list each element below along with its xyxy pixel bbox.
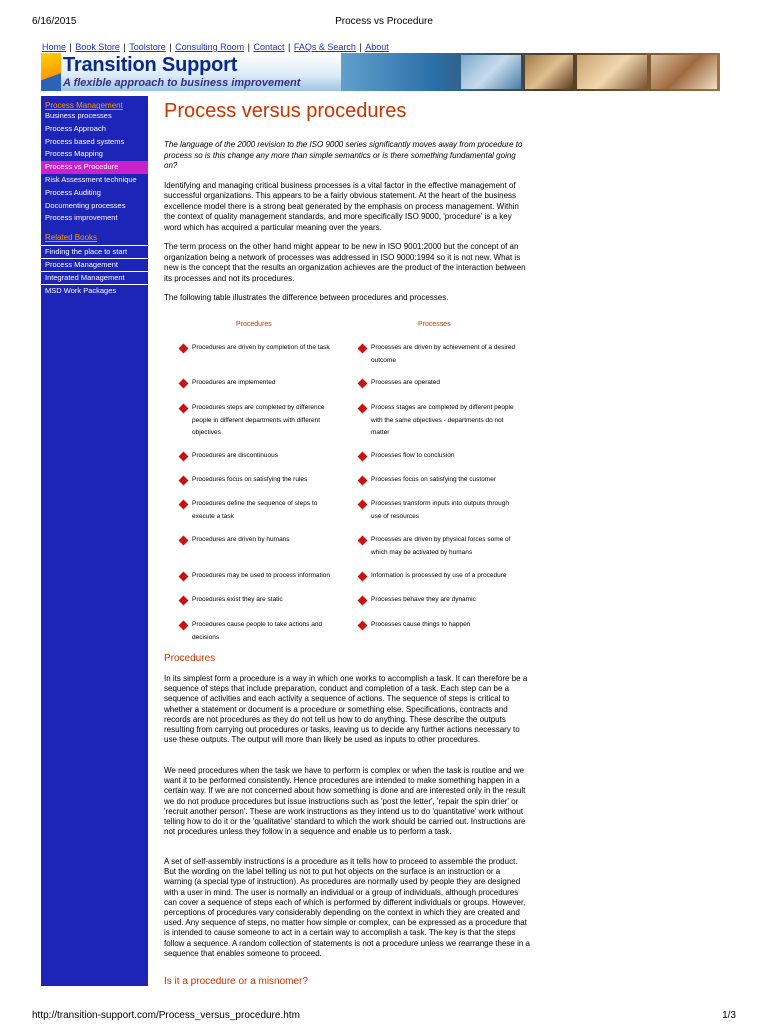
sidebar-heading-process-management: Process Management xyxy=(45,101,123,110)
process-text: Processes cause things to happen xyxy=(371,621,471,628)
procedure-text: Procedures cause people to take actions and decisions xyxy=(192,621,323,641)
process-cell xyxy=(358,534,518,559)
procedures-paragraph-1: In its simplest form a procedure is a way in which one works to accomplish a task. It can therefore be a sequence of steps that include preparation, conduct and completion of a task. Each step can be a sequence of activities and each activity a sequence of actions. The sequence of steps is critical to whether a statement or document is a procedure or something else. Specifications, contracts and records are not procedures as they do not tell us how to do anything. These describe the outputs resulting from carrying out procedures or tasks, leaving us to decide any further actions necessary to use these outputs. The output will more than likely be used as inputs to other procedures. xyxy=(164,674,528,745)
sidebar-item-process-vs-procedure[interactable]: Process vs Procedure xyxy=(41,161,148,174)
process-text: Information is processed by use of a procedure xyxy=(371,572,507,579)
procedure-text: Procedures focus on satisfying the rules xyxy=(192,476,308,483)
sidebar-item-process-mapping[interactable]: Process Mapping xyxy=(45,149,103,159)
banner-subtitle: A flexible approach to business improvement xyxy=(63,77,301,89)
sidebar-item-process-auditing[interactable]: Process Auditing xyxy=(45,187,101,197)
sidebar-item-process-approach[interactable]: Process Approach xyxy=(45,123,106,133)
print-header xyxy=(0,16,768,30)
red-diamond-bullet-icon xyxy=(358,572,368,582)
procedure-text: Procedures define the sequence of steps to execute a task xyxy=(192,500,318,520)
nav-faqs-search[interactable]: FAQs & Search xyxy=(293,42,356,52)
process-text: Processes behave they are dynamic xyxy=(371,596,476,603)
red-diamond-bullet-icon xyxy=(358,379,368,389)
procedure-cell xyxy=(179,474,339,487)
process-text: Processes focus on satisfying the customer xyxy=(371,476,497,483)
site-banner xyxy=(41,53,720,91)
sidebar-book-integrated-management[interactable]: Integrated Management xyxy=(41,271,148,284)
sidebar-book-finding-place[interactable]: Finding the place to start xyxy=(41,245,148,258)
procedure-text: Procedures steps are completed by difference people in different departments with different objectives xyxy=(192,404,325,436)
red-diamond-bullet-icon xyxy=(179,379,189,389)
red-diamond-bullet-icon xyxy=(179,621,189,631)
page-title: Process versus procedures xyxy=(164,100,407,122)
red-diamond-bullet-icon xyxy=(358,476,368,486)
process-cell xyxy=(358,594,518,607)
lead-paragraph: The language of the 2000 revision to the ISO 9000 series significantly moves away from procedure to process so is this change any more than simple semantics or is there something fundamental going on? xyxy=(164,140,523,170)
red-diamond-bullet-icon xyxy=(358,621,368,631)
banner-photo-1 xyxy=(461,55,521,89)
banner-title: Transition Support xyxy=(63,54,238,76)
sidebar-book-process-management[interactable]: Process Management xyxy=(41,258,148,271)
red-diamond-bullet-icon xyxy=(179,344,189,354)
procedure-cell xyxy=(179,570,339,583)
intro-paragraph-3: The following table illustrates the difference between procedures and processes. xyxy=(164,293,449,302)
procedure-cell xyxy=(179,402,339,440)
nav-toolstore[interactable]: Toolstore xyxy=(129,42,166,52)
process-text: Processes transform inputs into outputs through use of resources xyxy=(371,500,510,520)
red-diamond-bullet-icon xyxy=(358,344,368,354)
process-text: Processes flow to conclusion xyxy=(371,452,455,459)
sidebar-book-msd-work-packages[interactable]: MSD Work Packages xyxy=(41,284,148,297)
procedure-text: Procedures are discontinuous xyxy=(192,452,278,459)
intro-paragraph-2: The term process on the other hand might appear to be new in ISO 9001:2000 but the concept of an organization being a network of processes was addressed in ISO 9000:1994 so it is not new. What is new is the concept that the results an organization achieves are the product of the interaction between its processes and not its procedures. xyxy=(164,242,526,283)
sidebar-item-process-improvement[interactable]: Process improvement xyxy=(45,213,118,223)
banner-photo-4 xyxy=(651,55,717,89)
nav-contact[interactable]: Contact xyxy=(253,42,285,52)
procedure-text: Procedures exist they are static xyxy=(192,596,283,603)
procedure-cell xyxy=(179,498,339,523)
top-navigation: Home | Book Store | Toolstore | Consulting Room | Contact | FAQs & Search | About xyxy=(42,42,389,52)
process-cell xyxy=(358,619,518,632)
process-cell xyxy=(358,474,518,487)
red-diamond-bullet-icon xyxy=(179,500,189,510)
nav-about[interactable]: About xyxy=(365,42,389,52)
process-cell xyxy=(358,498,518,523)
main-content xyxy=(164,96,530,304)
process-cell xyxy=(358,450,518,463)
process-text: Processes are driven by physical forces some of which may be activated by humans xyxy=(371,536,511,556)
process-cell xyxy=(358,570,518,583)
sidebar-item-risk-assessment[interactable]: Risk Assessment technique xyxy=(45,174,137,184)
red-diamond-bullet-icon xyxy=(358,452,368,462)
procedure-cell xyxy=(179,377,339,390)
process-cell xyxy=(358,402,518,440)
red-diamond-bullet-icon xyxy=(179,452,189,462)
print-title: Process vs Procedure xyxy=(335,16,433,27)
process-text: Processes are operated xyxy=(371,379,441,386)
nav-book-store[interactable]: Book Store xyxy=(75,42,120,52)
procedure-text: Procedures are driven by humans xyxy=(192,536,290,543)
procedure-cell xyxy=(179,594,339,607)
procedure-cell xyxy=(179,342,339,355)
print-url: http://transition-support.com/Process_versus_procedure.htm xyxy=(32,1010,300,1021)
procedure-text: Procedures may be used to process information xyxy=(192,572,331,579)
print-date: 6/16/2015 xyxy=(32,16,77,27)
banner-logo-swoosh xyxy=(41,53,61,91)
process-cell xyxy=(358,377,518,390)
red-diamond-bullet-icon xyxy=(179,536,189,546)
sidebar-item-documenting-processes[interactable]: Documenting processes xyxy=(45,200,126,210)
red-diamond-bullet-icon xyxy=(179,596,189,606)
red-diamond-bullet-icon xyxy=(179,476,189,486)
nav-home[interactable]: Home xyxy=(42,42,67,52)
intro-paragraph-1: Identifying and managing critical business processes is a vital factor in the effective management of successful organizations. This appears to be a fairly obvious statement. At the heart of the business excellence model there is a strong beat generated by the emphasis on process management. Within the context of quality management standards, and more specifically ISO 9000, 'procedure' is a key word which has acquired a particular meaning over the years. xyxy=(164,180,519,232)
red-diamond-bullet-icon xyxy=(358,404,368,414)
red-diamond-bullet-icon xyxy=(358,500,368,510)
procedures-paragraph-3: A set of self-assembly instructions is a procedure as it tells how to proceed to assemble the product. But the wording on the label telling us not to put hot objects on the surface is an instruction or a warning (a special type of instruction). As procedures are normally used by people they are designed with a user in mind. The user is normally an individual or a group of individuals, although procedures can cover a sequence of steps each of which is performed by different individuals or groups. However, perceptions of procedures vary considerably depending on the context in which they are created and used. Any sequence of steps, no matter how simple or complex, can be expressed as a procedure that is intended to cause someone to act in a certain way to accomplish a task. The key is that the steps follow a sequence. A random collection of statements is not a procedure unless we rearrange these in a sequence that enables someone to proceed. xyxy=(164,857,530,958)
banner-photo-3 xyxy=(577,55,647,89)
red-diamond-bullet-icon xyxy=(179,572,189,582)
procedure-cell xyxy=(179,450,339,463)
section-heading-misnomer: Is it a procedure or a misnomer? xyxy=(164,976,308,987)
procedure-text: Procedures are implemented xyxy=(192,379,276,386)
table-header-processes: Processes xyxy=(418,321,451,328)
process-text: Processes are driven by achievement of a desired outcome xyxy=(371,344,516,364)
table-header-procedures: Procedures xyxy=(236,321,272,328)
process-cell xyxy=(358,342,518,367)
sidebar-heading-related-books: Related Books xyxy=(45,233,98,243)
red-diamond-bullet-icon xyxy=(358,536,368,546)
red-diamond-bullet-icon xyxy=(179,404,189,414)
nav-consulting-room[interactable]: Consulting Room xyxy=(175,42,245,52)
banner-photo-2 xyxy=(525,55,573,89)
procedure-cell xyxy=(179,619,339,644)
sidebar xyxy=(41,96,148,986)
section-heading-procedures: Procedures xyxy=(164,653,216,664)
procedure-text: Procedures are driven by completion of the task xyxy=(192,344,330,351)
process-text: Process stages are completed by different people with the same objectives - departments do not matter xyxy=(371,404,514,436)
red-diamond-bullet-icon xyxy=(358,596,368,606)
sidebar-item-business-processes[interactable]: Business processes xyxy=(45,111,112,120)
print-page-number: 1/3 xyxy=(722,1010,736,1021)
sidebar-item-process-based-systems[interactable]: Process based systems xyxy=(45,136,125,146)
procedures-paragraph-2: We need procedures when the task we have to perform is complex or when the task is routine and we want it to be performed consistently. Hence procedures are intended to make something happen in a certain way. If we are not concerned about how something is done and are interested only in the result we do not produce procedures but issue instructions such as 'post the letter', 'repair the spin drier' or 'recruit another person'. These are work instructions as they intend us to do 'quantitative' work without telling how to do it or the 'qualitative' standard to which the work should be carried out. Instructions are not procedures unless they follow in a sequence and enable us to perform a task. xyxy=(164,766,526,837)
procedure-cell xyxy=(179,534,339,547)
